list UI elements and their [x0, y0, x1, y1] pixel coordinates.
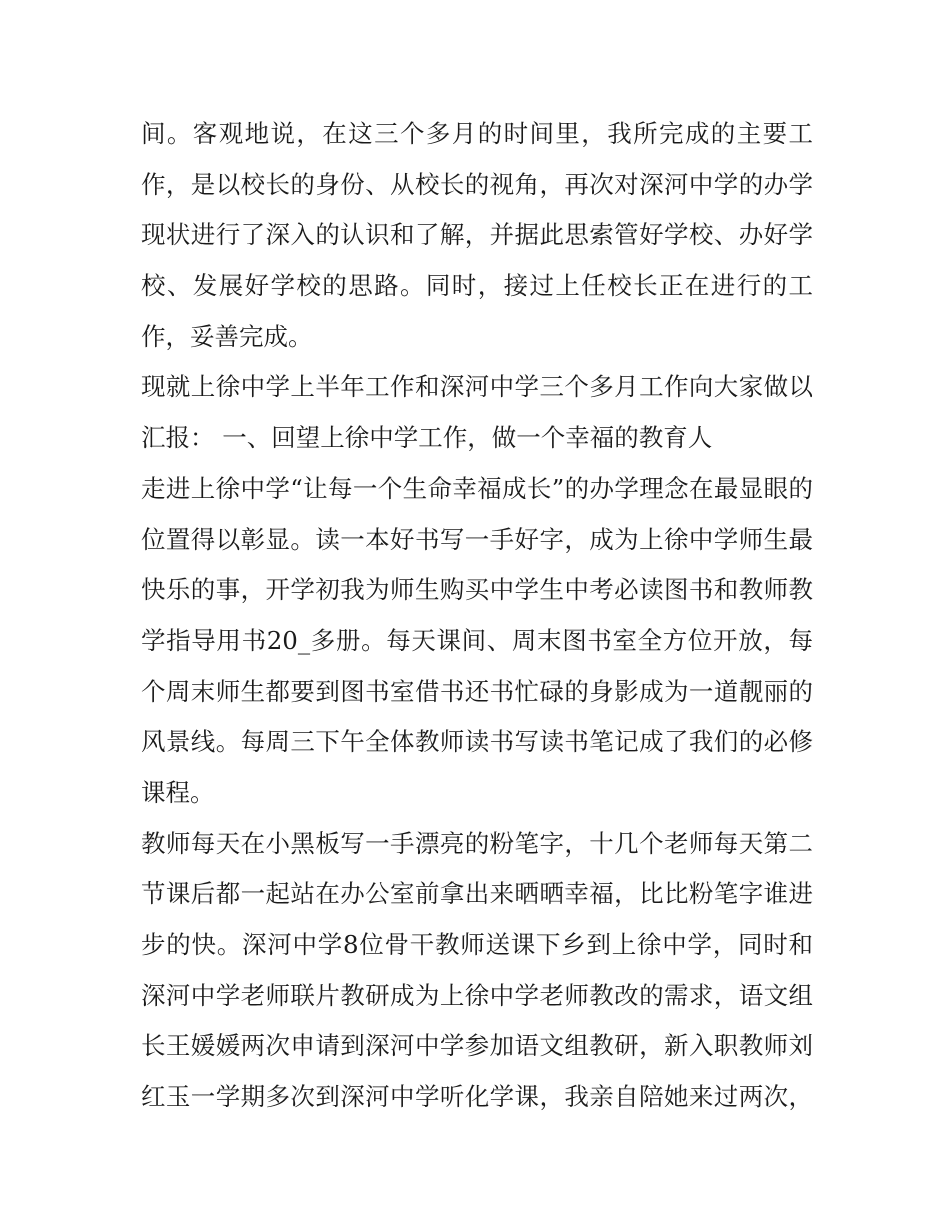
- text-line: 校、发展好学校的思路。同时，接过上任校长正在进行的工: [141, 271, 813, 301]
- text-line: 个周末师生都要到图书室借书还书忙碌的身影成为一道靓丽的: [141, 676, 813, 706]
- text-line: 学指导用书20_多册。每天课间、周末图书室全方位开放，每: [141, 625, 813, 655]
- text-line: 深河中学老师联片教研成为上徐中学老师教改的需求，语文组: [141, 980, 813, 1010]
- text-line: 风景线。每周三下午全体教师读书写读书笔记成了我们的必修: [141, 727, 813, 757]
- text-line: 位置得以彰显。读一本好书写一手好字，成为上徐中学师生最: [141, 524, 813, 554]
- text-line: 作，妥善完成。: [141, 321, 313, 351]
- text-line: 走进上徐中学“让每一个生命幸福成长”的办学理念在最显眼的: [141, 473, 813, 503]
- text-line: 课程。: [141, 777, 215, 807]
- text-line: 汇报： 一、回望上徐中学工作，做一个幸福的教育人: [141, 423, 713, 453]
- text-line: 现就上徐中学上半年工作和深河中学三个多月工作向大家做以: [141, 372, 813, 402]
- text-line: 红玉一学期多次到深河中学听化学课，我亲自陪她来过两次，: [141, 1082, 813, 1112]
- text-line: 节课后都一起站在办公室前拿出来晒晒幸福，比比粉笔字谁进: [141, 879, 813, 909]
- text-line: 间。客观地说，在这三个多月的时间里，我所完成的主要工: [141, 119, 813, 148]
- text-line: 现状进行了深入的认识和了解，并据此思索管好学校、办好学: [141, 220, 813, 250]
- text-line: 长王媛媛两次申请到深河中学参加语文组教研，新入职教师刘: [141, 1031, 813, 1061]
- text-line: 作，是以校长的身份、从校长的视角，再次对深河中学的办学: [141, 169, 813, 199]
- text-line: 教师每天在小黑板写一手漂亮的粉笔字，十几个老师每天第二: [141, 828, 813, 858]
- text-line: 步的快。深河中学8位骨干教师送课下乡到上徐中学，同时和: [141, 930, 813, 959]
- text-line: 快乐的事，开学初我为师生购买中学生中考必读图书和教师教: [141, 575, 813, 605]
- body-text: [141, 109, 813, 1123]
